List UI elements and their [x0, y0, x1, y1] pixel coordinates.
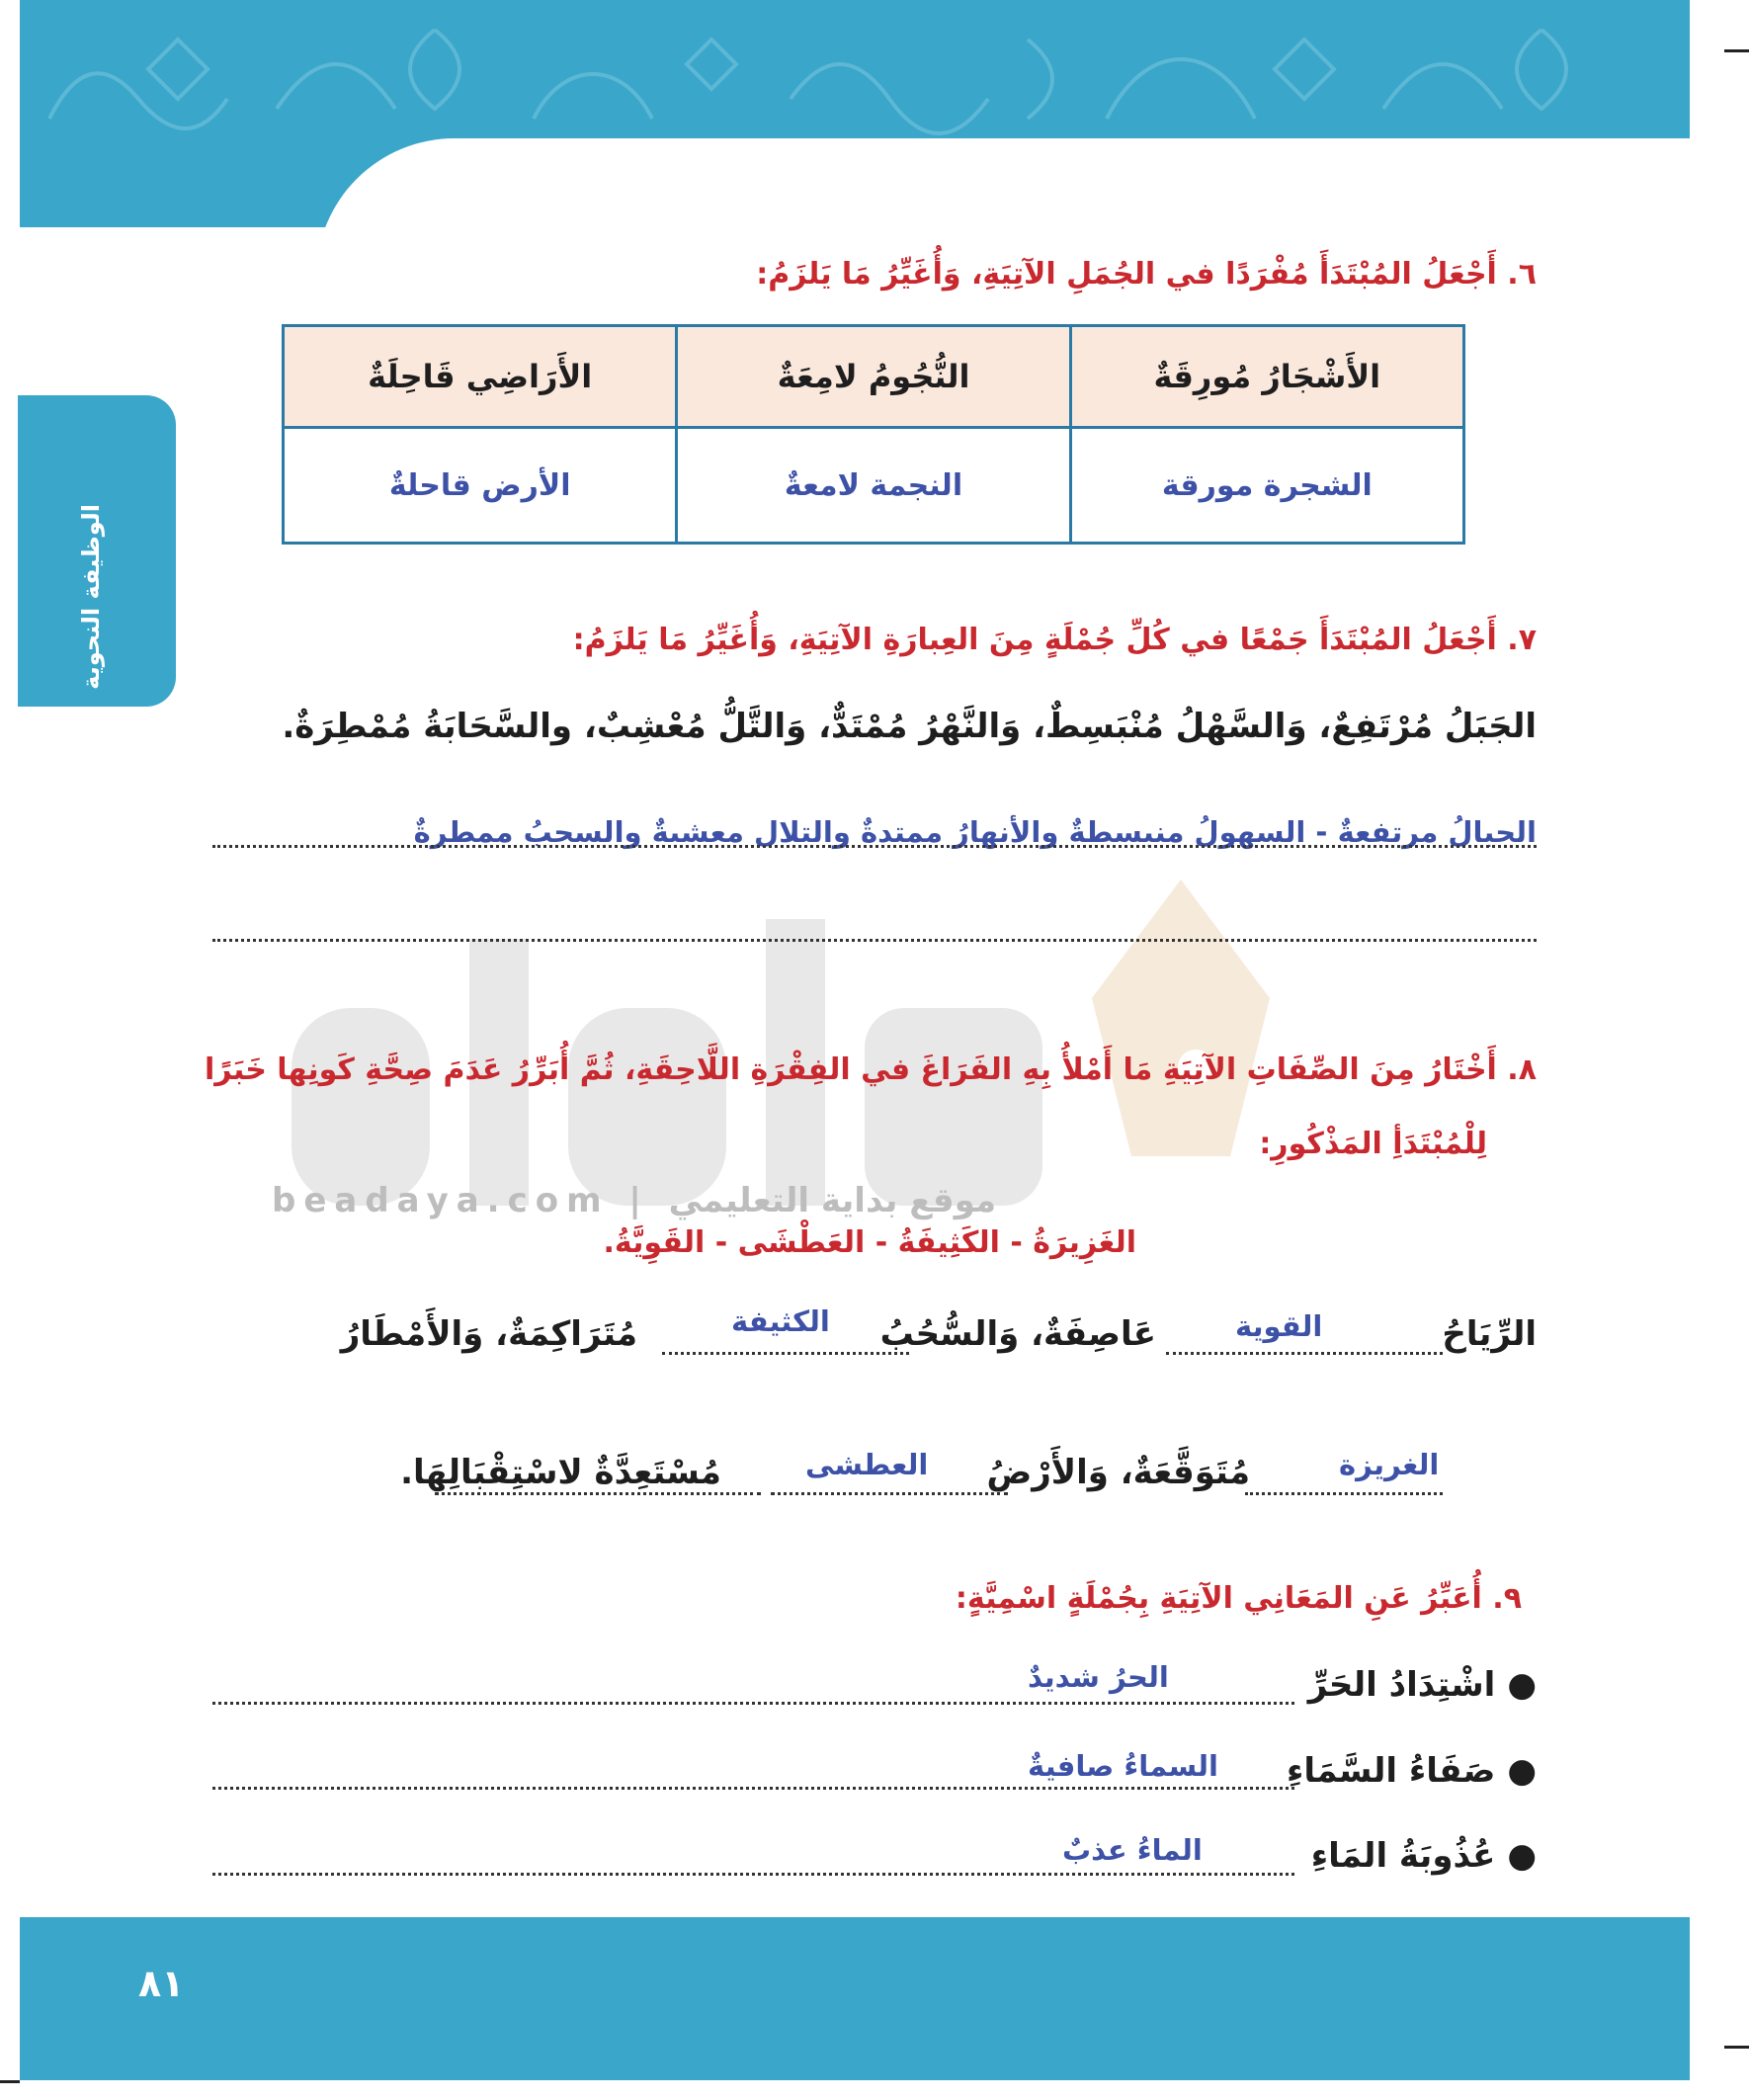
question-8-title-line1: ٨. أَخْتَارُ مِنَ الصِّفَاتِ الآتِيَةِ مَا أَمْلأُ بِهِ الفَرَاغَ في الفِقْرَةِ اللَّاحِقَةِ، ثُمَّ أُبَرِّرُ عَدَمَ صِحَّةِ كَونِها خَبَرًا [205, 1052, 1537, 1087]
question-8-title-line2: لِلْمُبْتَدَأِ المَذْكُورِ: [1259, 1127, 1487, 1161]
fill-blank [435, 1492, 761, 1495]
q8-line2-part: مُتَوَقَّعَةٌ، وَالأَرْضُ [986, 1453, 1250, 1492]
q9-meaning: صَفَاءُ السَّمَاءِ [1287, 1751, 1496, 1791]
q8-blank-answer[interactable]: الكثيفة [731, 1304, 830, 1338]
table-header-cell: النُّجُومُ لامِعَةٌ [677, 326, 1070, 428]
question-6-table [282, 324, 1465, 545]
question-7-title: ٧. أَجْعَلُ المُبْتَدَأَ جَمْعًا في كُلِّ جُمْلَةٍ مِنَ العِبارَةِ الآتِيَةِ، وَأُغَيِّرُ مَا يَلزَمُ: [572, 623, 1537, 657]
q9-item [1311, 1836, 1537, 1876]
question-9-title: ٩. أُعَبِّرُ عَنِ المَعَانِي الآتِيَةِ بِجُمْلَةٍ اسْمِيَّةٍ: [955, 1581, 1522, 1616]
bullet-icon: ● [1507, 1665, 1537, 1705]
q9-answer[interactable]: الماءُ عذبٌ [1062, 1833, 1203, 1867]
crop-mark [1724, 2046, 1749, 2049]
q9-item [1308, 1665, 1537, 1705]
q8-line1-part: مُتَرَاكِمَةٌ، وَالأَمْطَارُ [340, 1314, 637, 1354]
page-number: ٨١ [138, 1962, 185, 2005]
q8-line1-part: عَاصِفَةٌ، وَالسُّحُبُ [879, 1314, 1156, 1354]
q8-blank-answer[interactable]: العطشى [805, 1448, 929, 1481]
q9-answer[interactable]: السماءُ صافيةٌ [1028, 1749, 1218, 1783]
q9-item [1287, 1751, 1537, 1791]
watermark-text: beadaya.com | موقع بداية التعليمي [272, 1181, 997, 1220]
table-answer-cell[interactable]: الأرض قاحلةٌ [284, 428, 677, 544]
question-7-answer[interactable]: الجبالُ مرتفعةٌ - السهولُ منبسطةٌ والأنهارُ ممتدةٌ والتلال معشبةٌ والسحبُ ممطرةٌ [413, 815, 1537, 849]
question-6-title: ٦. أَجْعَلُ المُبْتَدَأَ مُفْرَدًا في الجُمَلِ الآتِيَةِ، وَأُغَيِّرُ مَا يَلزَمُ: [756, 257, 1537, 292]
question-7-sentence: الجَبَلُ مُرْتَفِعٌ، وَالسَّهْلُ مُنْبَسِطٌ، وَالنَّهْرُ مُمْتَدٌّ، وَالتَّلُّ مُعْشِبٌ، والسَّحَابَةُ مُمْطِرَةٌ. [282, 707, 1537, 746]
fill-blank [1245, 1492, 1443, 1495]
q9-meaning: اشْتِدَادُ الحَرِّ [1307, 1665, 1496, 1705]
table-answer-row [284, 428, 1464, 544]
q8-line1-part: الرِّيَاحُ [1442, 1314, 1537, 1354]
answer-line [212, 1702, 1294, 1705]
table-header-cell: الأَشْجَارُ مُورِقَةٌ [1070, 326, 1463, 428]
answer-line [212, 1787, 1294, 1790]
table-header-cell: الأَرَاضِي قَاحِلَةٌ [284, 326, 677, 428]
q8-blank-answer[interactable]: القوية [1235, 1309, 1323, 1343]
answer-line [212, 939, 1537, 942]
answer-line [212, 1873, 1294, 1876]
table-header-row [284, 326, 1464, 428]
table-answer-cell[interactable]: النجمة لامعةٌ [677, 428, 1070, 544]
bullet-icon: ● [1507, 1751, 1537, 1791]
table-answer-cell[interactable]: الشجرة مورقة [1070, 428, 1463, 544]
answer-line [212, 845, 1537, 848]
crop-mark [0, 2080, 20, 2083]
header-white-curve [316, 138, 1690, 227]
q9-meaning: عُذُوبَةُ المَاءِ [1310, 1836, 1496, 1876]
question-8-options: الغَزِيرَةُ - الكَثِيفَةُ - العَطْشَى - القَوِيَّةُ. [603, 1225, 1136, 1260]
q8-blank-answer[interactable]: الغريزة [1339, 1448, 1440, 1481]
calligraphy-pattern-icon [20, 0, 1690, 138]
footer-band [20, 1917, 1690, 2080]
crop-mark [1724, 49, 1749, 52]
fill-blank [771, 1492, 1008, 1495]
side-tab-label: الوظيفة النحوية [77, 504, 105, 690]
fill-blank [1166, 1352, 1443, 1355]
fill-blank [662, 1352, 909, 1355]
beadaya-logo-watermark [272, 860, 1556, 1235]
header-band [20, 0, 1690, 227]
section-side-tab [18, 395, 176, 707]
q9-answer[interactable]: الحرُ شديدٌ [1028, 1660, 1169, 1694]
bullet-icon: ● [1507, 1836, 1537, 1876]
q8-line2-part: مُسْتَعِدَّةٌ لاسْتِقْبَالِهَا. [400, 1453, 721, 1492]
